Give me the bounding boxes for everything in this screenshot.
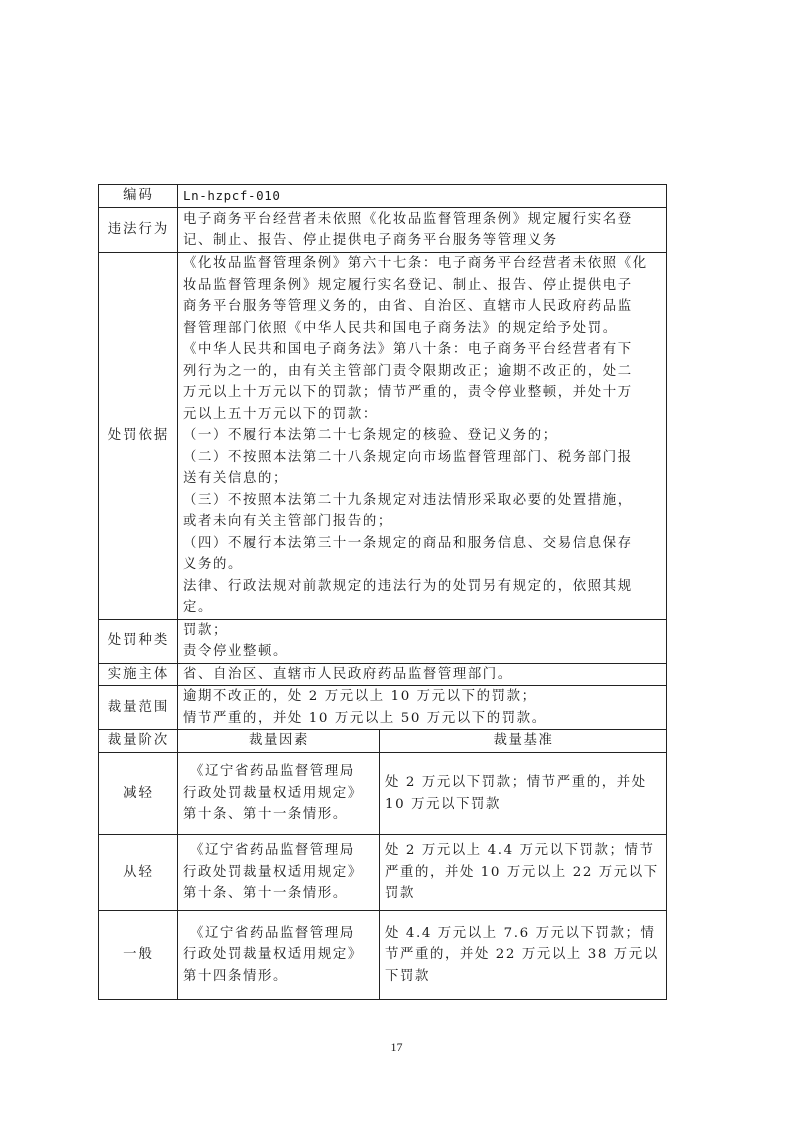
text-line: （三）不按照本法第二十九条规定对违法情形采取必要的处置措施， bbox=[183, 492, 633, 508]
text-line: 处 2 万元以下罚款；情节严重的，并处 bbox=[385, 775, 647, 790]
header-standard: 裁量基准 bbox=[380, 730, 667, 753]
row-penalty-basis bbox=[99, 253, 667, 620]
discretion-range-text bbox=[178, 686, 667, 730]
text-line: （二）不按照本法第二十八条规定向市场监督管理部门、税务部门报 bbox=[183, 449, 633, 465]
penalty-kind-text bbox=[178, 619, 667, 663]
row-levels-header bbox=[99, 730, 667, 753]
text-line: 《辽宁省药品监督管理局 bbox=[190, 843, 355, 859]
text-line: 第十四条情形。 bbox=[183, 968, 288, 984]
text-line: 10 万元以下罚款 bbox=[385, 796, 502, 812]
text-line: 《辽宁省药品监督管理局 bbox=[190, 764, 355, 780]
row-code bbox=[99, 185, 667, 208]
text-line: 列行为之一的，由有关主管部门责令限期改正；逾期不改正的，处二 bbox=[183, 363, 633, 379]
text-line: 法律、行政法规对前款规定的违法行为的处罚另有规定的，依照其规 bbox=[183, 578, 633, 594]
text-line: 严重的，并处 10 万元以上 22 万元以下 bbox=[385, 864, 659, 880]
text-line: 《辽宁省药品监督管理局 bbox=[190, 925, 355, 941]
text-line: 处 2 万元以上 4.4 万元以下罚款；情节 bbox=[385, 843, 655, 859]
text-line: 罚款 bbox=[385, 886, 415, 902]
text-line: 行政处罚裁量权适用规定》 bbox=[183, 864, 363, 880]
row-enforcement-subject bbox=[99, 663, 667, 686]
level-standard bbox=[380, 835, 667, 911]
code-value: Ln-hzpcf-010 bbox=[178, 185, 667, 208]
text-line: 电子商务平台经营者未依照《化妆品监督管理条例》规定履行实名登 bbox=[183, 211, 633, 227]
illegal-behavior-text bbox=[178, 208, 667, 253]
text-line: 第十条、第十一条情形。 bbox=[183, 886, 348, 902]
penalty-discretion-table bbox=[98, 184, 667, 1000]
text-line: 元以上五十万元以下的罚款： bbox=[183, 406, 378, 422]
text-line: 处 4.4 万元以上 7.6 万元以下罚款；情 bbox=[385, 925, 656, 941]
row-level-lenient bbox=[99, 835, 667, 911]
text-line: （一）不履行本法第二十七条规定的核验、登记义务的； bbox=[183, 428, 558, 443]
text-line: 督管理部门依照《中华人民共和国电子商务法》的规定给予处罚。 bbox=[183, 320, 618, 336]
text-line: 下罚款 bbox=[385, 968, 430, 984]
level-name: 一般 bbox=[99, 911, 178, 1000]
enforcement-subject-text: 省、自治区、直辖市人民政府药品监督管理部门。 bbox=[178, 663, 667, 686]
text-line: 商务平台服务等管理义务的，由省、自治区、直辖市人民政府药品监 bbox=[183, 299, 633, 314]
row-discretion-range bbox=[99, 686, 667, 730]
penalty-basis-label: 处罚依据 bbox=[99, 253, 178, 620]
header-factor: 裁量因素 bbox=[178, 730, 380, 753]
penalty-basis-text bbox=[178, 253, 667, 620]
text-line: 节严重的，并处 22 万元以上 38 万元以 bbox=[385, 947, 659, 963]
text-line: 情节严重的，并处 10 万元以上 50 万元以下的罚款。 bbox=[183, 710, 547, 726]
row-level-mitigated bbox=[99, 753, 667, 835]
text-line: 记、制止、报告、停止提供电子商务平台服务等管理义务 bbox=[183, 233, 558, 248]
text-line: 第十条、第十一条情形。 bbox=[183, 807, 348, 823]
level-standard bbox=[380, 911, 667, 1000]
text-line: 逾期不改正的，处 2 万元以上 10 万元以下的罚款； bbox=[183, 689, 537, 704]
text-line: 定。 bbox=[183, 600, 213, 615]
enforcement-subject-label: 实施主体 bbox=[99, 663, 178, 686]
level-name: 从轻 bbox=[99, 835, 178, 911]
text-line: 送有关信息的； bbox=[183, 471, 288, 486]
text-line: 行政处罚裁量权适用规定》 bbox=[183, 785, 363, 801]
level-standard bbox=[380, 753, 667, 835]
text-line: 或者未向有关主管部门报告的； bbox=[183, 514, 393, 529]
text-line: 义务的。 bbox=[183, 557, 243, 572]
text-line: 《化妆品监督管理条例》第六十七条：电子商务平台经营者未依照《化 bbox=[183, 256, 648, 271]
level-factor bbox=[178, 753, 380, 835]
level-factor bbox=[178, 835, 380, 911]
illegal-behavior-label: 违法行为 bbox=[99, 208, 178, 253]
row-level-general bbox=[99, 911, 667, 1000]
penalty-kind-label: 处罚种类 bbox=[99, 619, 178, 663]
code-label: 编码 bbox=[99, 185, 178, 208]
text-line: 责令停业整顿。 bbox=[183, 644, 288, 659]
level-name: 减轻 bbox=[99, 753, 178, 835]
text-line: （四）不履行本法第三十一条规定的商品和服务信息、交易信息保存 bbox=[183, 535, 633, 551]
level-factor bbox=[178, 911, 380, 1000]
text-line: 万元以上十万元以下的罚款；情节严重的，责令停业整顿，并处十万 bbox=[183, 385, 633, 400]
row-illegal-behavior bbox=[99, 208, 667, 253]
row-penalty-kind bbox=[99, 619, 667, 663]
text-line: 《中华人民共和国电子商务法》第八十条：电子商务平台经营者有下 bbox=[183, 342, 633, 357]
page-number: 17 bbox=[390, 1040, 403, 1054]
text-line: 罚款； bbox=[183, 622, 228, 638]
header-level: 裁量阶次 bbox=[99, 730, 178, 753]
text-line: 行政处罚裁量权适用规定》 bbox=[183, 947, 363, 963]
discretion-range-label: 裁量范围 bbox=[99, 686, 178, 730]
text-line: 妆品监督管理条例》规定履行实名登记、制止、报告、停止提供电子 bbox=[183, 277, 633, 293]
